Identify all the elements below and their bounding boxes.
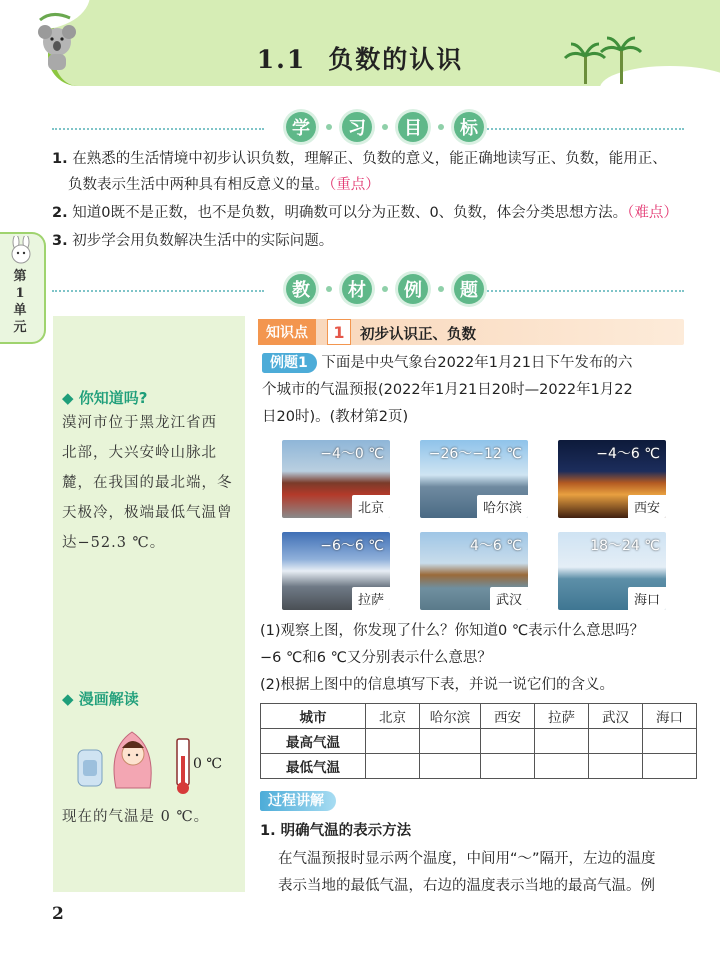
process-text: 在气温预报时显示两个温度，中间用“～”隔开，左边的温度 表示当地的最低气温，右边的温度表示当地的最高气温。例: [278, 851, 656, 894]
divider-right: [468, 128, 684, 130]
city-temp: −4～0 ℃: [320, 446, 384, 462]
table-row-label: 最高气温: [261, 729, 366, 754]
thermometer-icon: [174, 738, 192, 796]
goals-heading-char: 标: [454, 112, 484, 142]
did-you-know-text: 漠河市位于黑龙江省西 北部，大兴安岭山脉北 麓，在我国的最北端，冬 天极冷，极端最低气温曾 达−52.3 ℃。: [62, 415, 233, 551]
table-blank-cell[interactable]: [535, 729, 589, 754]
comic-heading: ◆ 漫画解读: [62, 690, 139, 708]
table-blank-cell[interactable]: [643, 729, 697, 754]
city-photo-lhasa: [282, 532, 390, 610]
unit-label: 第 1 单 元: [13, 269, 27, 335]
divider-left: [52, 128, 264, 130]
goals-heading-char: 目: [398, 112, 428, 142]
city-photo-xian: [558, 440, 666, 518]
page-title: [0, 40, 720, 76]
rabbit-icon: [6, 236, 36, 264]
process-tag: 过程讲解: [260, 791, 336, 811]
knowledge-point-title: 初步认识正、负数: [360, 327, 476, 343]
table-row: [261, 754, 697, 779]
table-header-cell: 城市: [261, 704, 366, 729]
page-number: 2: [52, 904, 64, 924]
city-photo-haikou: [558, 532, 666, 610]
table-city-cell: 海口: [643, 704, 697, 729]
table-city-cell: 武汉: [589, 704, 643, 729]
difficulty-tag: （难点）: [627, 205, 678, 221]
table-blank-cell[interactable]: [481, 754, 535, 779]
table-city-cell: 西安: [481, 704, 535, 729]
table-blank-cell[interactable]: [420, 729, 481, 754]
examples-heading-char: 例: [398, 274, 428, 304]
section-number: 1.1: [256, 45, 307, 74]
goals-heading-char: 习: [342, 112, 372, 142]
city-temp: 18～24 ℃: [590, 538, 660, 554]
diamond-icon: ◆: [62, 690, 74, 708]
divider-right: [468, 290, 684, 292]
goals-heading-char: 学: [286, 112, 316, 142]
city-label: 哈尔滨: [477, 495, 528, 518]
table-blank-cell[interactable]: [589, 729, 643, 754]
goal-item: 2. 知道0既不是正数，也不是负数，明确数可以分为正数、0、负数，体会分类思想方法。（难点）: [52, 205, 678, 221]
examples-heading-char: 材: [342, 274, 372, 304]
knowledge-point-number: 1: [327, 319, 351, 345]
table-blank-cell[interactable]: [366, 729, 420, 754]
knowledge-point-tag: 知识点: [258, 319, 316, 345]
city-label: 西安: [628, 495, 666, 518]
goal-item: 1. 在熟悉的生活情境中初步认识负数，理解正、负数的意义，能正确地读写正、负数，能用正、 负数表示生活中两种具有相反意义的量。（重点）: [52, 151, 667, 193]
thermometer-label: 0 ℃: [193, 756, 223, 772]
diamond-icon: ◆: [62, 389, 74, 407]
questions: (1)观察上图，你发现了什么？你知道0 ℃表示什么意思吗？ −6 ℃和6 ℃又分别表示什么意思？ (2)根据上图中的信息填写下表，并说一说它们的含义。: [260, 623, 645, 693]
table-header-row: [261, 704, 697, 729]
did-you-know-heading: ◆ 你知道吗?: [62, 389, 148, 407]
city-label: 武汉: [490, 587, 528, 610]
table-blank-cell[interactable]: [366, 754, 420, 779]
table-blank-cell[interactable]: [589, 754, 643, 779]
city-photo-harbin: [420, 440, 528, 518]
goal-item: 3. 初步学会用负数解决生活中的实际问题。: [52, 233, 334, 249]
city-temp: −4～6 ℃: [596, 446, 660, 462]
table-city-cell: 哈尔滨: [420, 704, 481, 729]
table-city-cell: 拉萨: [535, 704, 589, 729]
section-title: 负数的认识: [328, 45, 464, 74]
city-photo-wuhan: [420, 532, 528, 610]
city-temp: −6～6 ℃: [320, 538, 384, 554]
city-label: 北京: [352, 495, 390, 518]
key-point-tag: （重点）: [329, 177, 380, 193]
comic-caption: 现在的气温是 0 ℃。: [62, 809, 210, 825]
table-blank-cell[interactable]: [643, 754, 697, 779]
table-blank-cell[interactable]: [420, 754, 481, 779]
city-label: 拉萨: [352, 587, 390, 610]
process-tag-wrap: [260, 790, 336, 810]
table-blank-cell[interactable]: [535, 754, 589, 779]
goals-heading: [286, 112, 484, 142]
example-tag: 例题1: [262, 353, 317, 373]
examples-heading-char: 教: [286, 274, 316, 304]
temperature-table: [260, 703, 697, 779]
city-label: 海口: [628, 587, 666, 610]
examples-heading-char: 题: [454, 274, 484, 304]
table-city-cell: 北京: [366, 704, 420, 729]
process-step-title: 1. 明确气温的表示方法: [260, 823, 412, 839]
divider-left: [52, 290, 264, 292]
table-row: [261, 729, 697, 754]
table-row-label: 最低气温: [261, 754, 366, 779]
city-temp: 4～6 ℃: [470, 538, 522, 554]
city-photo-beijing: [282, 440, 390, 518]
city-temp: −26～−12 ℃: [428, 446, 522, 462]
example-text: 例题1 下面是中央气象台2022年1月21日下午发布的六 个城市的气温预报(2022年1月21日20时—2022年1月22 日20时)。(教材第2页): [262, 355, 633, 425]
examples-heading: [286, 274, 484, 304]
table-blank-cell[interactable]: [481, 729, 535, 754]
